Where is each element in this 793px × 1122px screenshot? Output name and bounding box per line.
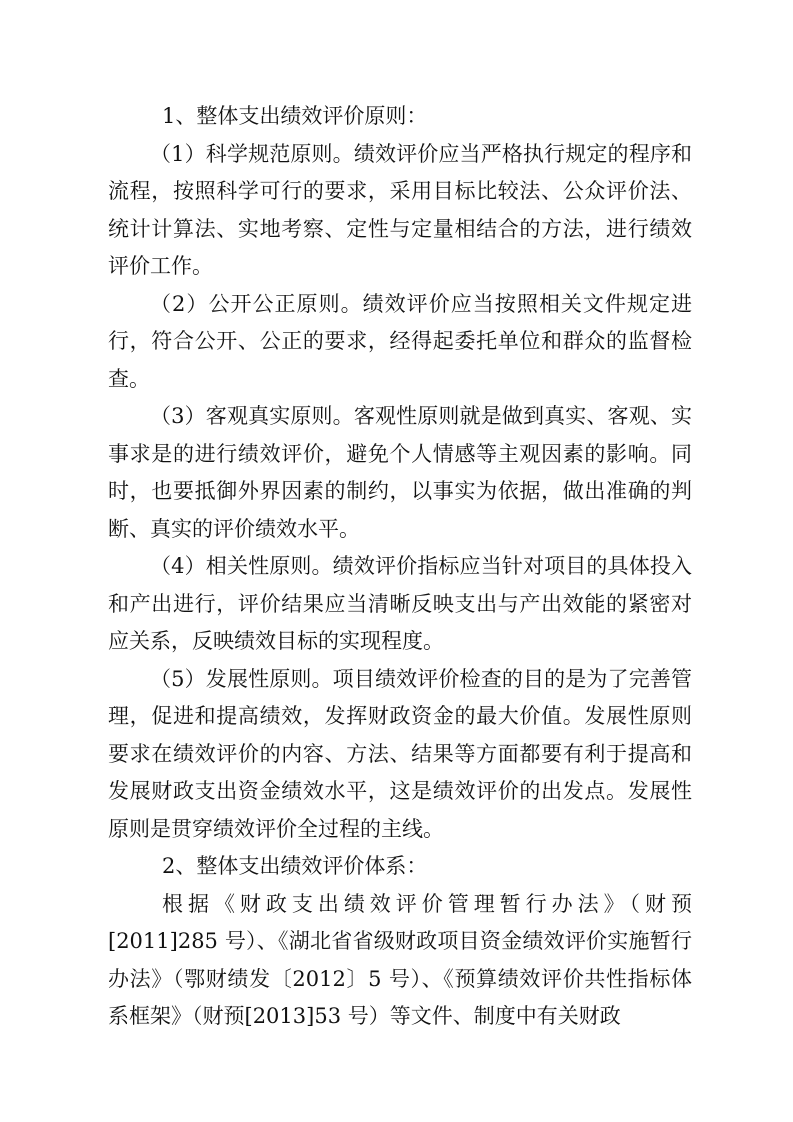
principle-scientific: （1）科学规范原则。绩效评价应当严格执行规定的程序和流程，按照科学可行的要求，采用目标比较法、公众评价法、统计计算法、实地考察、定性与定量相结合的方法，进行绩效评价工作。 bbox=[108, 141, 692, 278]
basis-paragraph: 根据《财政支出绩效评价管理暂行办法》（财预[2011]285 号）、《湖北省省级财政项目资金绩效评价实施暂行办法》（鄂财绩发〔2012〕5 号）、《预算绩效评价共性指标体系框架》（财预[2013]53 号）等文件、制度中有关财政 bbox=[108, 891, 692, 1028]
section1-heading: 1、整体支出绩效评价原则： bbox=[162, 104, 428, 128]
section2-heading: 2、整体支出绩效评价体系： bbox=[162, 854, 428, 878]
principle-objectivity: （3）客观真实原则。客观性原则就是做到真实、客观、实事求是的进行绩效评价，避免个人情感等主观因素的影响。同时，也要抵御外界因素的制约，以事实为依据，做出准确的判断、真实的评价绩效水平。 bbox=[108, 404, 692, 541]
document-body bbox=[108, 98, 692, 1036]
principle-fairness: （2）公开公正原则。绩效评价应当按照相关文件规定进行，符合公开、公正的要求，经得起委托单位和群众的监督检查。 bbox=[108, 291, 692, 391]
principle-development: （5）发展性原则。项目绩效评价检查的目的是为了完善管理，促进和提高绩效，发挥财政资金的最大价值。发展性原则要求在绩效评价的内容、方法、结果等方面都要有利于提高和发展财政支出资金绩效水平，这是绩效评价的出发点。发展性原则是贯穿绩效评价全过程的主线。 bbox=[108, 666, 692, 841]
principle-relevance: （4）相关性原则。绩效评价指标应当针对项目的具体投入和产出进行，评价结果应当清晰反映支出与产出效能的紧密对应关系，反映绩效目标的实现程度。 bbox=[108, 554, 692, 653]
